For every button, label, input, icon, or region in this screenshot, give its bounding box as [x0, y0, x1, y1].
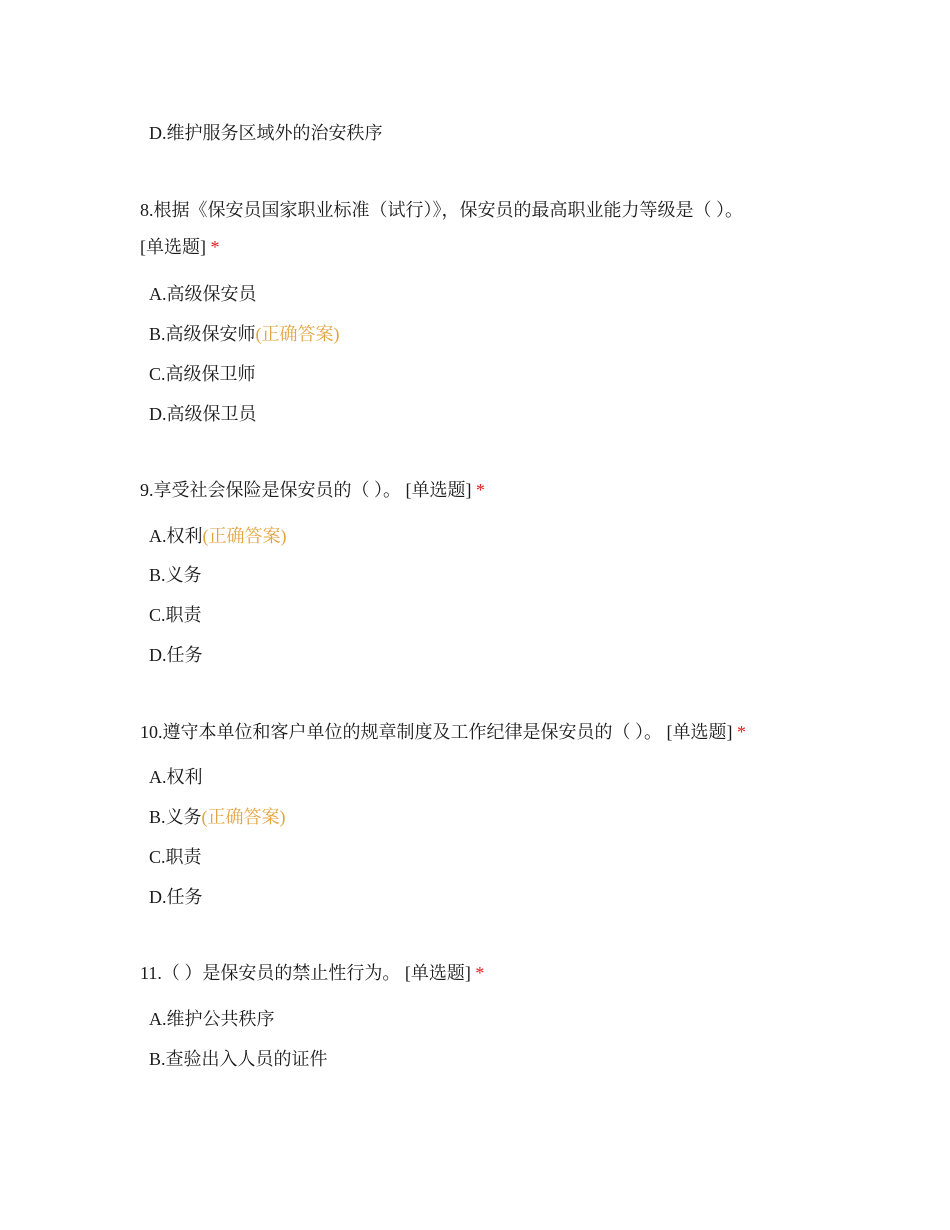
option-item	[149, 765, 203, 789]
option-label: B.义务	[149, 565, 202, 585]
option-label: D.维护服务区域外的治安秩序	[149, 123, 383, 143]
option-item	[149, 885, 203, 909]
option-label: A.权利	[149, 767, 203, 787]
question-stem	[140, 478, 485, 502]
option-label: D.任务	[149, 887, 203, 907]
option-item	[149, 563, 202, 587]
option-label: B.高级保安师	[149, 324, 256, 344]
option-item	[149, 322, 340, 346]
required-mark: *	[475, 963, 485, 983]
correct-answer-mark: (正确答案)	[202, 526, 287, 546]
option-item	[149, 121, 383, 145]
option-item	[149, 1047, 328, 1071]
required-mark: *	[210, 237, 220, 257]
option-label: A.高级保安员	[149, 284, 257, 304]
option-label: A.维护公共秩序	[149, 1009, 275, 1029]
required-mark: *	[476, 480, 485, 500]
question-type-label: [单选题]	[140, 237, 206, 257]
option-item	[149, 603, 202, 627]
option-item	[149, 524, 287, 548]
option-label: C.高级保卫师	[149, 364, 256, 384]
question-stem	[140, 198, 743, 222]
option-item	[149, 1007, 275, 1031]
option-item	[149, 845, 202, 869]
option-item	[149, 402, 257, 426]
option-label: D.任务	[149, 645, 203, 665]
correct-answer-mark: (正确答案)	[255, 324, 340, 344]
question-type-label: [单选题]	[404, 963, 471, 983]
required-mark: *	[737, 722, 746, 742]
option-label: C.职责	[149, 847, 202, 867]
question-text: 9.享受社会保险是保安员的（ ）。	[140, 480, 401, 500]
question-stem	[140, 720, 746, 744]
option-item	[149, 362, 256, 386]
option-label: B.义务	[149, 807, 202, 827]
option-label: B.查验出入人员的证件	[149, 1049, 328, 1069]
option-label: C.职责	[149, 605, 202, 625]
option-item	[149, 643, 203, 667]
option-item	[149, 282, 257, 306]
option-item	[149, 805, 286, 829]
option-label: A.权利	[149, 526, 203, 546]
question-text: 10.遵守本单位和客户单位的规章制度及工作纪律是保安员的（ ）。	[140, 722, 662, 742]
question-type-line	[140, 235, 220, 259]
option-label: D.高级保卫员	[149, 404, 257, 424]
question-stem	[140, 961, 484, 985]
question-type-label: [单选题]	[666, 722, 733, 742]
question-text: 8.根据《保安员国家职业标准（试行）》，保安员的最高职业能力等级是（ ）。	[140, 200, 743, 220]
question-text: 11.（ ）是保安员的禁止性行为。	[140, 963, 401, 983]
correct-answer-mark: (正确答案)	[201, 807, 286, 827]
question-type-label: [单选题]	[405, 480, 472, 500]
